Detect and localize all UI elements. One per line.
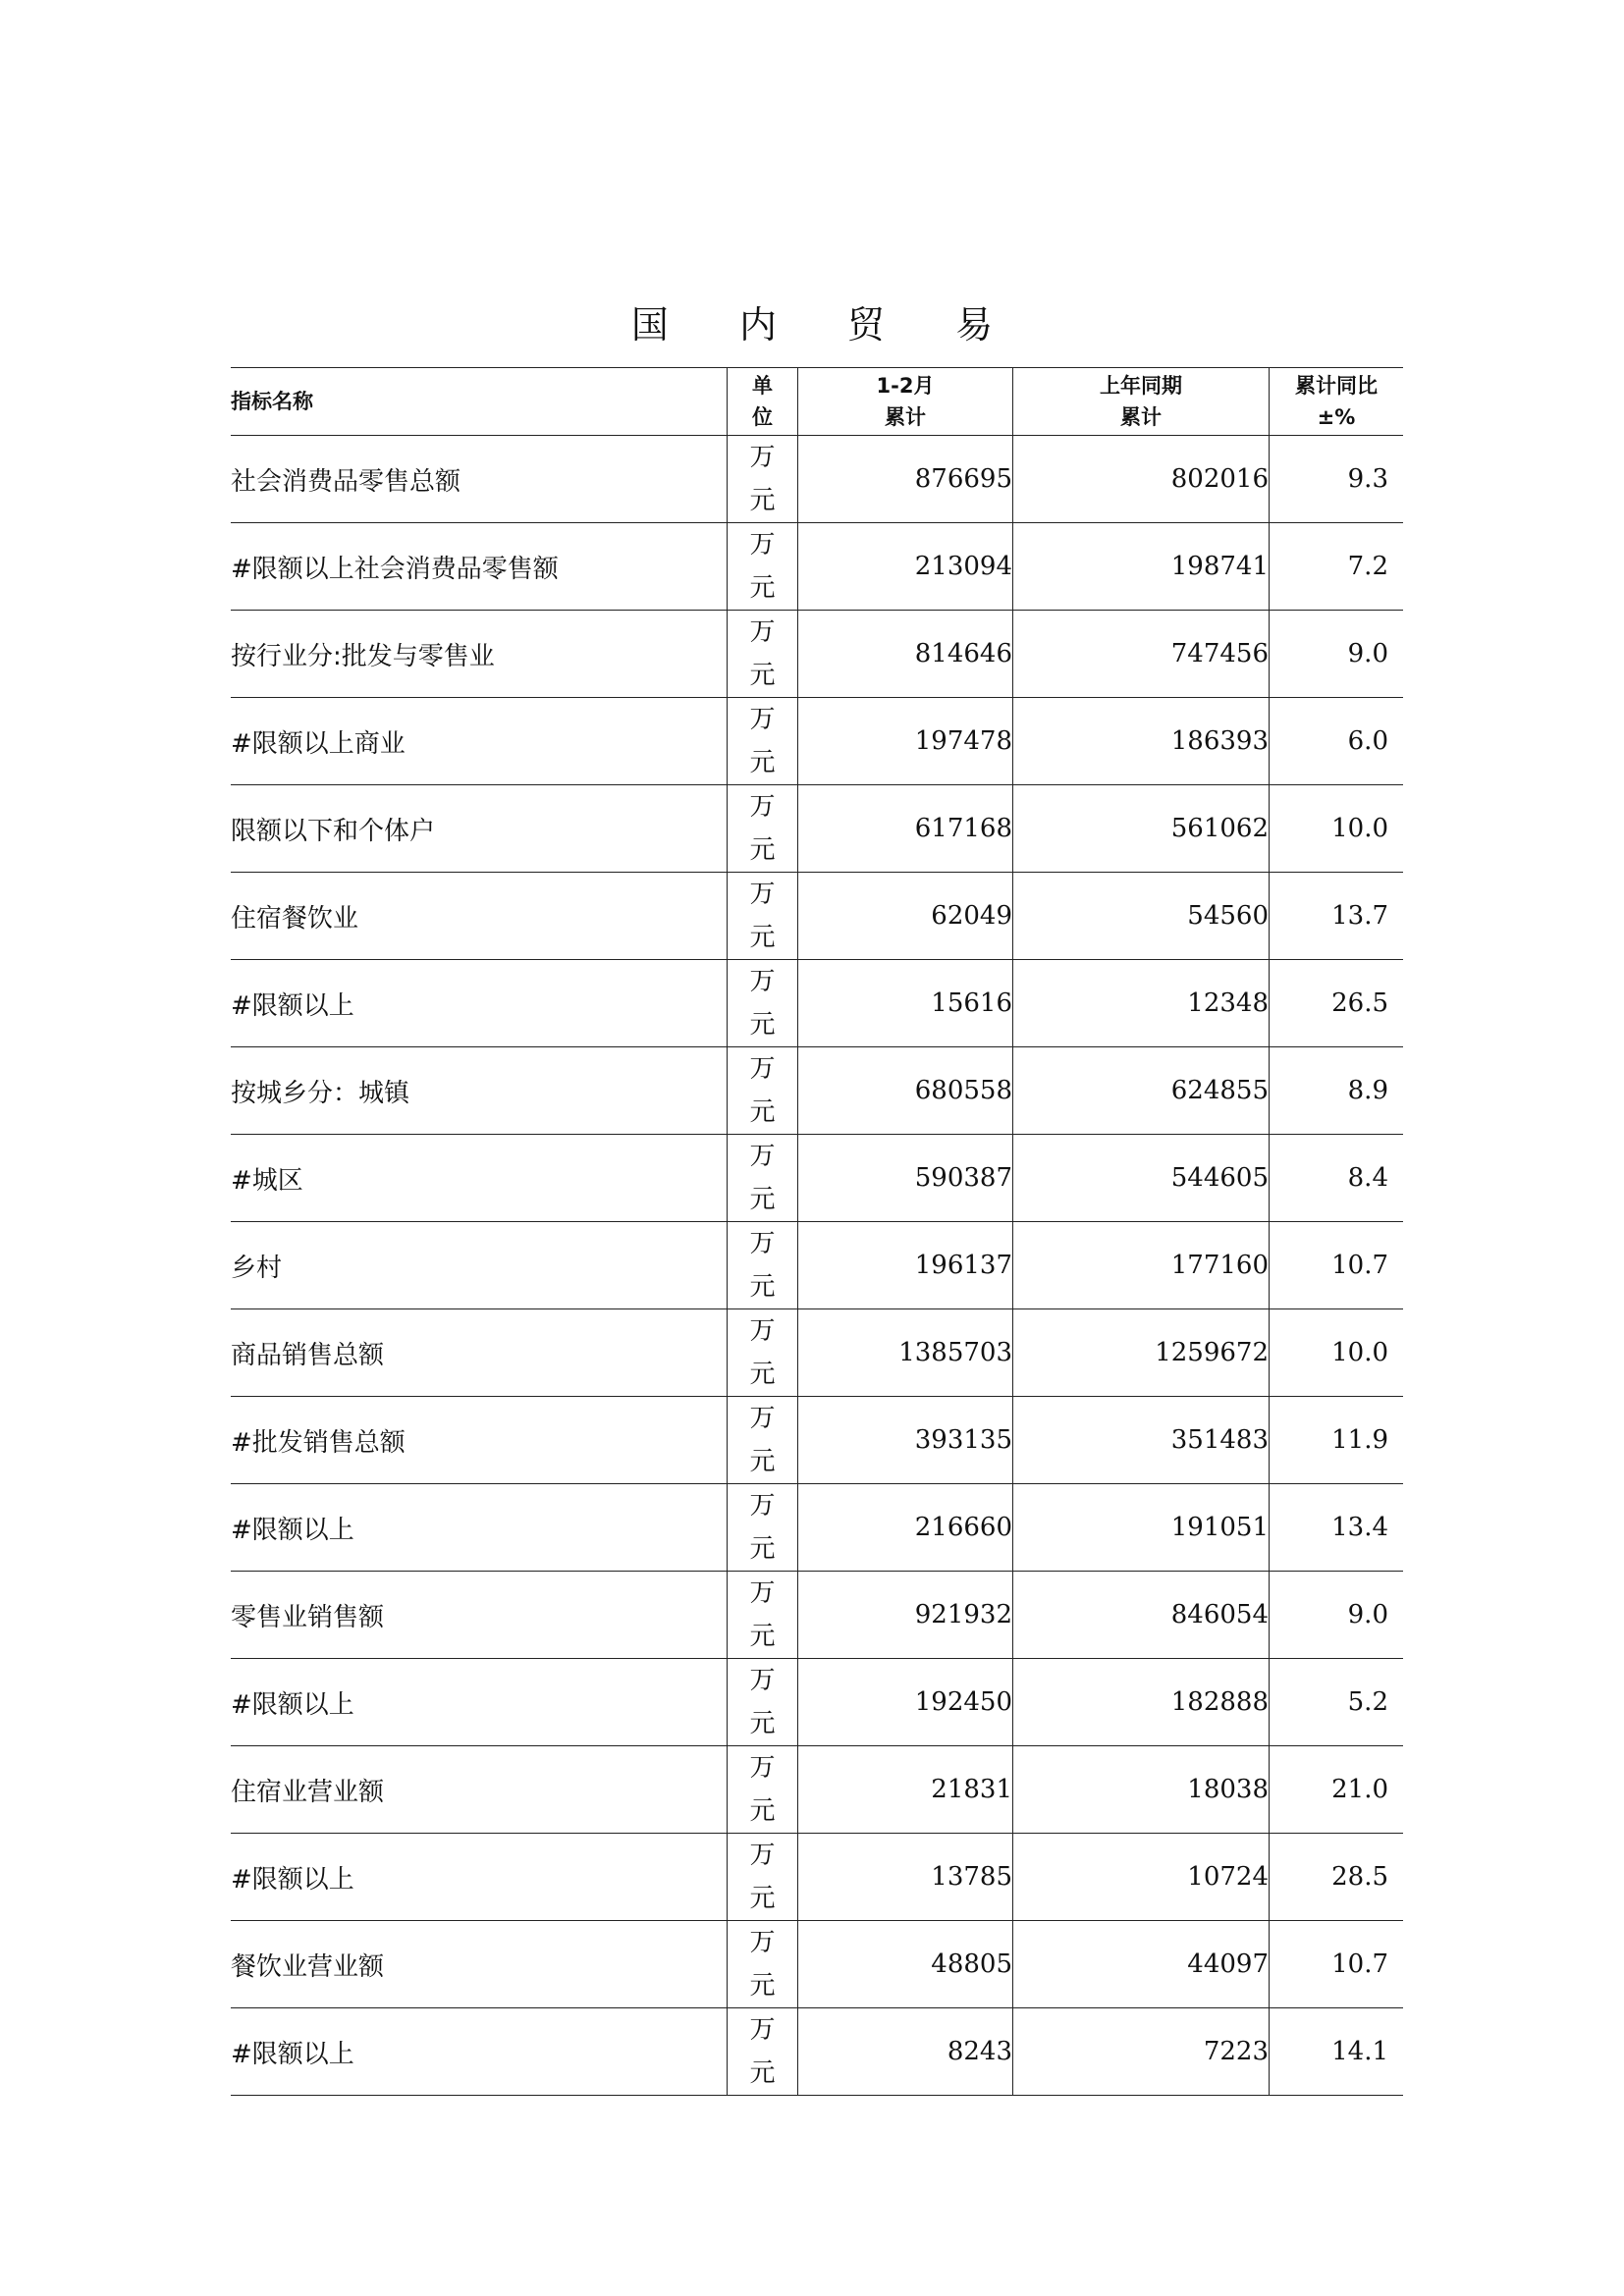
indicator-name: #限额以上 bbox=[231, 1834, 728, 1921]
unit-cell bbox=[728, 1135, 798, 1222]
previous-value: 624855 bbox=[1013, 1047, 1270, 1135]
indicator-name: 零售业销售额 bbox=[231, 1572, 728, 1659]
unit-line1: 万 bbox=[749, 617, 776, 647]
current-value: 876695 bbox=[798, 436, 1013, 523]
previous-value: 747456 bbox=[1013, 611, 1270, 698]
table-row bbox=[231, 523, 1403, 611]
unit-cell bbox=[728, 1309, 798, 1397]
header-unit-line1: 单 bbox=[752, 374, 773, 398]
table-row bbox=[231, 1397, 1403, 1484]
domestic-trade-table bbox=[231, 367, 1403, 2096]
unit-cell bbox=[728, 1484, 798, 1572]
previous-value: 12348 bbox=[1013, 960, 1270, 1047]
unit-line1: 万 bbox=[749, 530, 776, 560]
unit-cell bbox=[728, 1222, 798, 1309]
unit-line2: 元 bbox=[749, 748, 776, 777]
unit-line2: 元 bbox=[749, 1010, 776, 1040]
indicator-name: 按城乡分：城镇 bbox=[231, 1047, 728, 1135]
table-header-row bbox=[231, 368, 1403, 436]
header-previous-line1: 上年同期 bbox=[1100, 374, 1182, 398]
current-value: 21831 bbox=[798, 1746, 1013, 1834]
unit-line1: 万 bbox=[749, 705, 776, 734]
unit-line1: 万 bbox=[749, 1054, 776, 1084]
previous-value: 10724 bbox=[1013, 1834, 1270, 1921]
previous-value: 351483 bbox=[1013, 1397, 1270, 1484]
unit-line2: 元 bbox=[749, 835, 776, 865]
header-previous-line2: 累计 bbox=[1120, 405, 1162, 429]
header-yoy-change bbox=[1270, 368, 1404, 436]
unit-line1: 万 bbox=[749, 967, 776, 996]
previous-value: 177160 bbox=[1013, 1222, 1270, 1309]
header-current-line2: 累计 bbox=[885, 405, 926, 429]
table-row bbox=[231, 698, 1403, 785]
header-current-line1: 1-2月 bbox=[876, 374, 935, 398]
unit-line1: 万 bbox=[749, 1142, 776, 1171]
unit-line2: 元 bbox=[749, 2058, 776, 2088]
indicator-name: #限额以上社会消费品零售额 bbox=[231, 523, 728, 611]
current-value: 213094 bbox=[798, 523, 1013, 611]
yoy-change-value: 13.4 bbox=[1270, 1484, 1404, 1572]
indicator-name: #限额以上 bbox=[231, 1659, 728, 1746]
indicator-name: 按行业分:批发与零售业 bbox=[231, 611, 728, 698]
unit-line2: 元 bbox=[749, 1709, 776, 1738]
unit-line1: 万 bbox=[749, 2015, 776, 2045]
unit-cell bbox=[728, 2008, 798, 2096]
indicator-name: #限额以上 bbox=[231, 2008, 728, 2096]
unit-line2: 元 bbox=[749, 1360, 776, 1389]
header-change-line2: ±% bbox=[1317, 405, 1356, 429]
unit-cell bbox=[728, 1397, 798, 1484]
unit-line2: 元 bbox=[749, 1622, 776, 1651]
unit-line1: 万 bbox=[749, 1841, 776, 1870]
yoy-change-value: 10.0 bbox=[1270, 1309, 1404, 1397]
unit-cell bbox=[728, 698, 798, 785]
unit-line1: 万 bbox=[749, 1229, 776, 1258]
current-value: 13785 bbox=[798, 1834, 1013, 1921]
previous-value: 54560 bbox=[1013, 873, 1270, 960]
previous-value: 186393 bbox=[1013, 698, 1270, 785]
indicator-name: 乡村 bbox=[231, 1222, 728, 1309]
current-value: 814646 bbox=[798, 611, 1013, 698]
indicator-name: #批发销售总额 bbox=[231, 1397, 728, 1484]
unit-cell bbox=[728, 611, 798, 698]
yoy-change-value: 13.7 bbox=[1270, 873, 1404, 960]
yoy-change-value: 21.0 bbox=[1270, 1746, 1404, 1834]
indicator-name: #限额以上商业 bbox=[231, 698, 728, 785]
yoy-change-value: 9.0 bbox=[1270, 1572, 1404, 1659]
unit-line2: 元 bbox=[749, 1272, 776, 1302]
table-row bbox=[231, 1572, 1403, 1659]
table-row bbox=[231, 2008, 1403, 2096]
current-value: 197478 bbox=[798, 698, 1013, 785]
previous-value: 846054 bbox=[1013, 1572, 1270, 1659]
yoy-change-value: 26.5 bbox=[1270, 960, 1404, 1047]
indicator-name: #城区 bbox=[231, 1135, 728, 1222]
unit-line2: 元 bbox=[749, 486, 776, 515]
yoy-change-value: 14.1 bbox=[1270, 2008, 1404, 2096]
unit-line1: 万 bbox=[749, 443, 776, 472]
table-row bbox=[231, 1921, 1403, 2008]
indicator-name: 住宿业营业额 bbox=[231, 1746, 728, 1834]
current-value: 590387 bbox=[798, 1135, 1013, 1222]
unit-line2: 元 bbox=[749, 1447, 776, 1476]
previous-value: 44097 bbox=[1013, 1921, 1270, 2008]
header-change-line1: 累计同比 bbox=[1295, 374, 1378, 398]
previous-value: 7223 bbox=[1013, 2008, 1270, 2096]
indicator-name: #限额以上 bbox=[231, 960, 728, 1047]
unit-line2: 元 bbox=[749, 1796, 776, 1826]
previous-value: 198741 bbox=[1013, 523, 1270, 611]
table-row bbox=[231, 1834, 1403, 1921]
yoy-change-value: 8.9 bbox=[1270, 1047, 1404, 1135]
previous-value: 544605 bbox=[1013, 1135, 1270, 1222]
table-row bbox=[231, 785, 1403, 873]
previous-value: 182888 bbox=[1013, 1659, 1270, 1746]
header-previous-cumulative bbox=[1013, 368, 1270, 436]
table-row bbox=[231, 611, 1403, 698]
unit-line1: 万 bbox=[749, 1578, 776, 1608]
unit-line1: 万 bbox=[749, 1928, 776, 1957]
header-unit bbox=[728, 368, 798, 436]
unit-line2: 元 bbox=[749, 1185, 776, 1214]
previous-value: 191051 bbox=[1013, 1484, 1270, 1572]
unit-cell bbox=[728, 1746, 798, 1834]
table-row bbox=[231, 1047, 1403, 1135]
page-title: 国 内 贸 易 bbox=[630, 303, 1023, 347]
current-value: 921932 bbox=[798, 1572, 1013, 1659]
unit-cell bbox=[728, 523, 798, 611]
header-unit-line2: 位 bbox=[752, 405, 773, 429]
unit-line1: 万 bbox=[749, 1491, 776, 1521]
current-value: 15616 bbox=[798, 960, 1013, 1047]
indicator-name: 住宿餐饮业 bbox=[231, 873, 728, 960]
unit-cell bbox=[728, 436, 798, 523]
yoy-change-value: 28.5 bbox=[1270, 1834, 1404, 1921]
unit-line1: 万 bbox=[749, 1666, 776, 1695]
table-row bbox=[231, 1309, 1403, 1397]
unit-line2: 元 bbox=[749, 1884, 776, 1913]
indicator-name: 限额以下和个体户 bbox=[231, 785, 728, 873]
unit-line2: 元 bbox=[749, 573, 776, 603]
table-row bbox=[231, 1484, 1403, 1572]
unit-line1: 万 bbox=[749, 880, 776, 909]
unit-cell bbox=[728, 873, 798, 960]
unit-cell bbox=[728, 1047, 798, 1135]
unit-cell bbox=[728, 1921, 798, 2008]
current-value: 8243 bbox=[798, 2008, 1013, 2096]
previous-value: 561062 bbox=[1013, 785, 1270, 873]
yoy-change-value: 5.2 bbox=[1270, 1659, 1404, 1746]
current-value: 393135 bbox=[798, 1397, 1013, 1484]
current-value: 62049 bbox=[798, 873, 1013, 960]
unit-cell bbox=[728, 1834, 798, 1921]
header-indicator-name: 指标名称 bbox=[231, 368, 728, 436]
previous-value: 18038 bbox=[1013, 1746, 1270, 1834]
current-value: 192450 bbox=[798, 1659, 1013, 1746]
current-value: 680558 bbox=[798, 1047, 1013, 1135]
unit-line2: 元 bbox=[749, 661, 776, 690]
unit-line2: 元 bbox=[749, 923, 776, 952]
unit-cell bbox=[728, 960, 798, 1047]
indicator-name: 社会消费品零售总额 bbox=[231, 436, 728, 523]
unit-line1: 万 bbox=[749, 1316, 776, 1346]
yoy-change-value: 8.4 bbox=[1270, 1135, 1404, 1222]
yoy-change-value: 6.0 bbox=[1270, 698, 1404, 785]
current-value: 196137 bbox=[798, 1222, 1013, 1309]
yoy-change-value: 10.0 bbox=[1270, 785, 1404, 873]
indicator-name: #限额以上 bbox=[231, 1484, 728, 1572]
previous-value: 802016 bbox=[1013, 436, 1270, 523]
table-row bbox=[231, 436, 1403, 523]
current-value: 48805 bbox=[798, 1921, 1013, 2008]
yoy-change-value: 7.2 bbox=[1270, 523, 1404, 611]
unit-line1: 万 bbox=[749, 1404, 776, 1433]
yoy-change-value: 10.7 bbox=[1270, 1222, 1404, 1309]
unit-cell bbox=[728, 1572, 798, 1659]
unit-cell bbox=[728, 785, 798, 873]
unit-line1: 万 bbox=[749, 1753, 776, 1783]
previous-value: 1259672 bbox=[1013, 1309, 1270, 1397]
header-current-cumulative bbox=[798, 368, 1013, 436]
indicator-name: 商品销售总额 bbox=[231, 1309, 728, 1397]
table-row bbox=[231, 1135, 1403, 1222]
current-value: 1385703 bbox=[798, 1309, 1013, 1397]
unit-cell bbox=[728, 1659, 798, 1746]
table-row bbox=[231, 960, 1403, 1047]
yoy-change-value: 11.9 bbox=[1270, 1397, 1404, 1484]
table-row bbox=[231, 1659, 1403, 1746]
unit-line2: 元 bbox=[749, 1971, 776, 2001]
yoy-change-value: 9.0 bbox=[1270, 611, 1404, 698]
table-row bbox=[231, 1746, 1403, 1834]
yoy-change-value: 10.7 bbox=[1270, 1921, 1404, 2008]
current-value: 617168 bbox=[798, 785, 1013, 873]
table-row bbox=[231, 873, 1403, 960]
unit-line2: 元 bbox=[749, 1097, 776, 1127]
unit-line1: 万 bbox=[749, 792, 776, 822]
indicator-name: 餐饮业营业额 bbox=[231, 1921, 728, 2008]
current-value: 216660 bbox=[798, 1484, 1013, 1572]
unit-line2: 元 bbox=[749, 1534, 776, 1564]
yoy-change-value: 9.3 bbox=[1270, 436, 1404, 523]
table-row bbox=[231, 1222, 1403, 1309]
table-body bbox=[231, 436, 1403, 2096]
